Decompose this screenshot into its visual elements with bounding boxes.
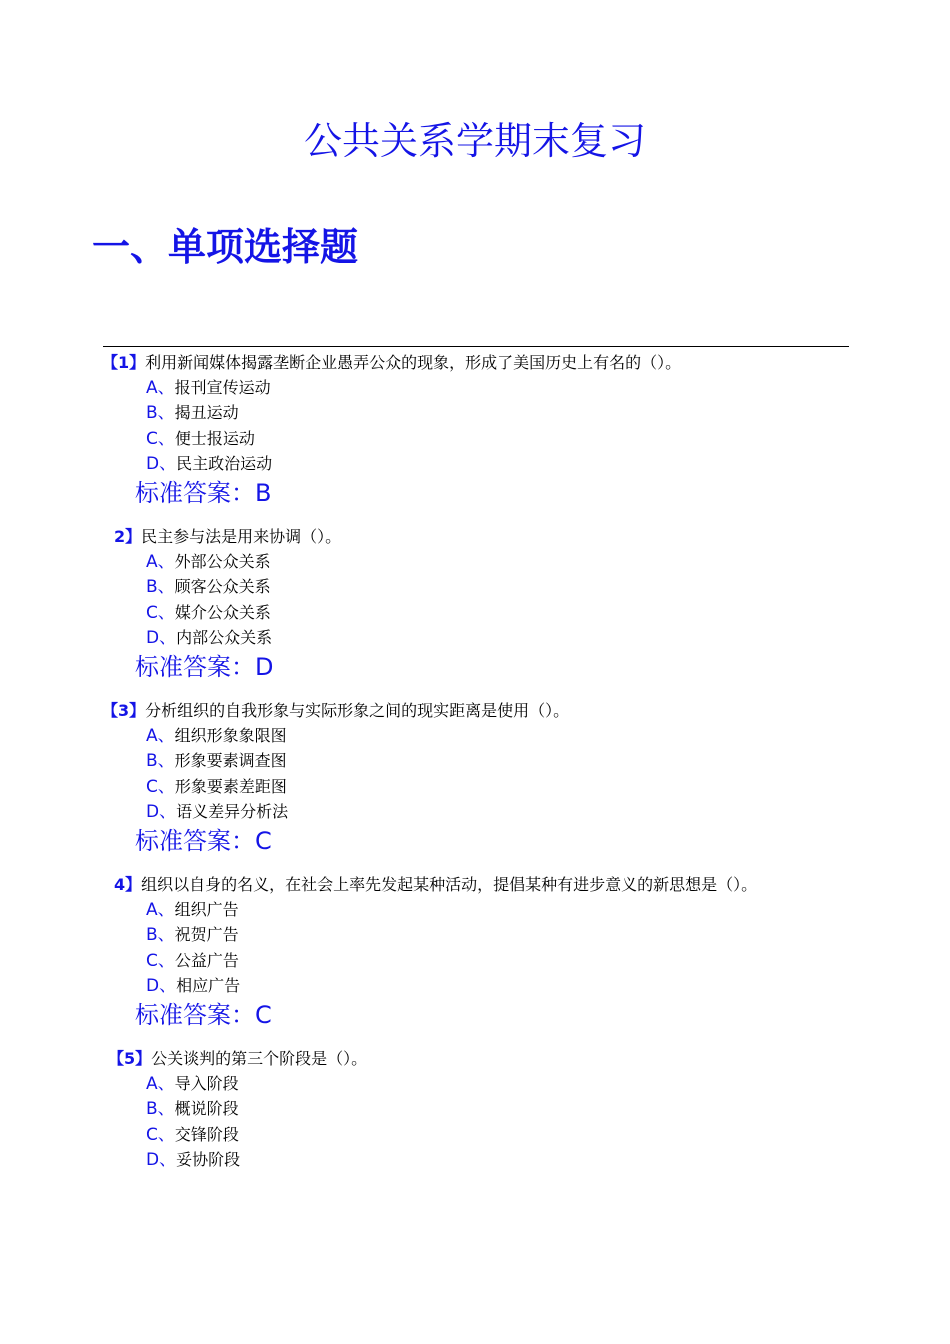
option-a: A、外部公众关系 — [146, 552, 271, 572]
document-title: 公共关系学期末复习 — [303, 119, 646, 163]
option-list — [146, 1071, 240, 1172]
option-c: C、公益广告 — [146, 950, 239, 971]
question-text: 利用新闻媒体揭露垄断企业愚弄公众的现象，形成了美国历史上有名的（）。 — [145, 353, 682, 372]
question-stem — [114, 524, 341, 550]
standard-answer — [135, 824, 272, 858]
option-a: A、组织广告 — [146, 900, 239, 920]
option-b: B、祝贺广告 — [146, 925, 239, 946]
option-list — [146, 897, 240, 998]
question-number: 4】 — [114, 875, 142, 894]
option-d: D、妥协阶段 — [146, 1149, 241, 1170]
question-number: 【5】 — [108, 1049, 152, 1068]
question-list — [0, 348, 950, 1218]
option-list — [146, 375, 272, 476]
option-c: C、形象要素差距图 — [146, 776, 287, 797]
option-c: C、交锋阶段 — [146, 1124, 239, 1145]
option-c: C、便士报运动 — [146, 428, 255, 449]
section-title: 一、单项选择题 — [92, 225, 359, 269]
answer-value: D — [255, 653, 274, 681]
horizontal-rule — [103, 346, 849, 347]
option-d: D、语义差异分析法 — [146, 801, 289, 822]
option-d: D、民主政治运动 — [146, 453, 273, 474]
option-a: A、报刊宣传运动 — [146, 378, 271, 398]
answer-label: 标准答案： — [135, 653, 255, 681]
standard-answer — [135, 650, 273, 684]
question-stem — [102, 350, 681, 376]
option-list — [146, 549, 272, 650]
answer-label: 标准答案： — [135, 1001, 255, 1029]
question-2 — [0, 522, 950, 696]
question-4 — [0, 870, 950, 1044]
answer-label: 标准答案： — [135, 827, 255, 855]
question-5 — [0, 1044, 950, 1218]
question-text: 公关谈判的第三个阶段是（）。 — [151, 1049, 368, 1068]
question-stem — [108, 1046, 367, 1072]
question-number: 2】 — [114, 527, 142, 546]
option-b: B、揭丑运动 — [146, 403, 239, 424]
option-d: D、内部公众关系 — [146, 627, 273, 648]
answer-value: C — [255, 827, 272, 855]
option-a: A、组织形象象限图 — [146, 726, 287, 746]
standard-answer — [135, 476, 271, 510]
question-text: 分析组织的自我形象与实际形象之间的现实距离是使用（）。 — [145, 701, 570, 720]
option-list — [146, 723, 288, 824]
option-b: B、顾客公众关系 — [146, 577, 271, 598]
question-number: 【3】 — [102, 701, 146, 720]
question-3 — [0, 696, 950, 870]
option-c: C、媒介公众关系 — [146, 602, 271, 623]
question-stem — [114, 872, 757, 898]
question-1 — [0, 348, 950, 522]
answer-label: 标准答案： — [135, 479, 255, 507]
option-a: A、导入阶段 — [146, 1074, 239, 1094]
question-text: 组织以自身的名义，在社会上率先发起某种活动，提倡某种有进步意义的新思想是（）。 — [141, 875, 758, 894]
standard-answer — [135, 998, 272, 1032]
option-b: B、形象要素调查图 — [146, 751, 287, 772]
question-number: 【1】 — [102, 353, 146, 372]
question-text: 民主参与法是用来协调（）。 — [141, 527, 342, 546]
answer-value: B — [255, 479, 272, 507]
answer-value: C — [255, 1001, 272, 1029]
question-stem — [102, 698, 569, 724]
option-d: D、相应广告 — [146, 975, 241, 996]
option-b: B、概说阶段 — [146, 1099, 239, 1120]
